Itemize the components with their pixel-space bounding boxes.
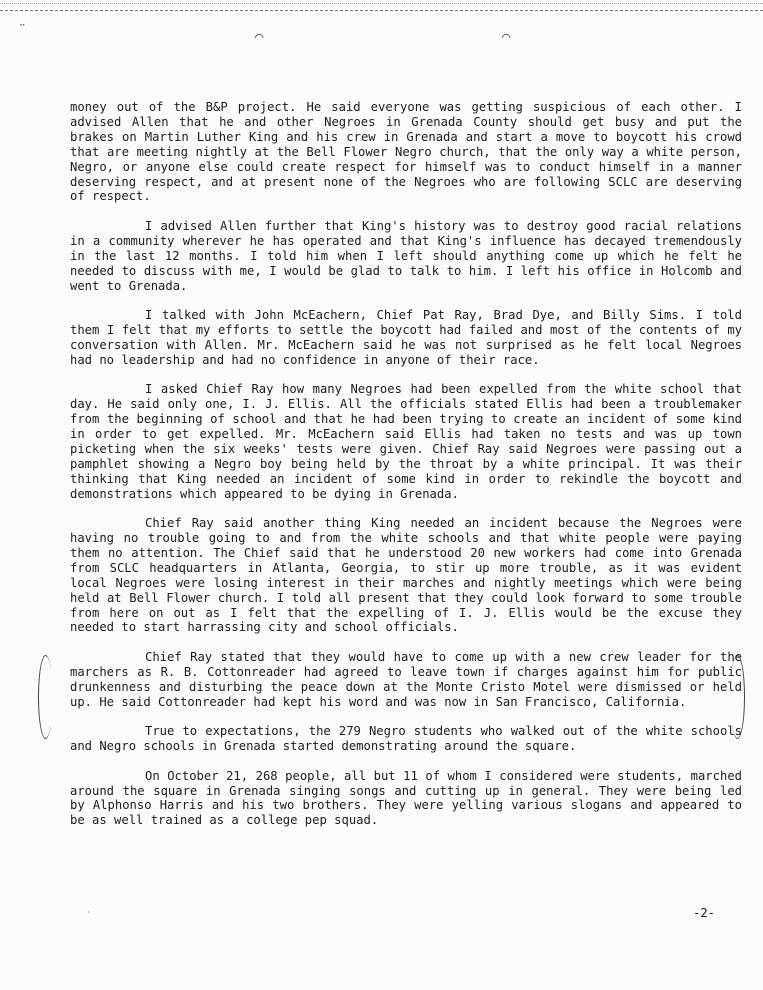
stray-mark: ⌒ <box>502 29 511 45</box>
document-body <box>70 100 742 843</box>
handwritten-bracket-left <box>38 655 53 739</box>
paragraph: I advised Allen further that King's history was to destroy good racial relations in a community wherever he has operated and that King's influence has decayed tremendously in the last 12 months. I told him when I left should anything come up which he felt he needed to discuss with me, I would be glad to talk to him. I left his office in Holcomb and went to Grenada. <box>70 218 742 293</box>
paragraph: On October 21, 268 people, all but 11 of whom I considered were students, marched around the square in Grenada singing songs and cutting up in general. They were being led by Alphonso Harris and his two brothers. They were yelling various slogans and appeared to be as well trained as a college pep squad. <box>70 768 742 828</box>
stray-mark: ⌒ <box>255 29 264 45</box>
paragraph: I talked with John McEachern, Chief Pat Ray, Brad Dye, and Billy Sims. I told them I felt that my efforts to settle the boycott had failed and most of the contents of my conversation with Allen. Mr. McEachern said he was not surprised as he felt local Negroes had no leadership and had no confidence in anyone of their race. <box>70 308 742 367</box>
paragraph: Chief Ray said another thing King needed an incident because the Negroes were having no trouble going to and from the white schools and that white people were paying them no attention. The Chief said that he understood 20 new workers had come into Grenada from SCLC headquarters in Atlanta, Georgia, to stir up more trouble, as it was evident local Negroes were losing interest in their marches and nightly meetings which were being held at Bell Flower church. I told all present that they could look forward to some trouble from here on out as I felt that the expelling of I. J. Ellis would be the excuse they needed to start harrassing city and school officials. <box>70 516 742 635</box>
paragraph: money out of the B&P project. He said everyone was getting suspicious of each other. I advised Allen that he and other Negroes in Grenada County should get busy and put the brakes on Martin Luther King and his crew in Grenada and start a move to boycott his crowd that are meeting nightly at the Bell Flower Negro church, that the only way a white person, Negro, or anyone else could create respect for himself was to conduct himself in a manner deserving respect, and at present none of the Negroes who are following SCLC are deserving of respect. <box>70 100 742 204</box>
paragraph: I asked Chief Ray how many Negroes had been expelled from the white school that day. He said only one, I. J. Ellis. All the officials stated Ellis had been a troublemaker from the beginning of school and that he had been trying to create an incident of some kind in order to get expelled. Mr. McEachern said Ellis had taken no tests and was up town picketing when the six weeks' tests were given. Chief Ray said Negroes were passing out a pamphlet showing a Negro boy being held by the throat by a white principal. It was their thinking that King needed an incident of some kind in order to rekindle the boycott and demonstrations which appeared to be dying in Grenada. <box>70 382 742 501</box>
margin-mark: ¨ <box>18 23 27 39</box>
page-top-border <box>0 0 763 11</box>
paragraph: True to expectations, the 279 Negro students who walked out of the white schools and Negro schools in Grenada started demonstrating around the square. <box>70 724 742 754</box>
faint-mark: · <box>86 908 92 918</box>
page-number: -2- <box>693 906 716 920</box>
paragraph: Chief Ray stated that they would have to come up with a new crew leader for the marchers as R. B. Cottonreader had agreed to leave town if charges against him for public drunkenness and disturbing the peace down at the Monte Cristo Motel were dismissed or held up. He said Cottonreader had kept his word and was now in San Francisco, California. <box>70 649 742 709</box>
